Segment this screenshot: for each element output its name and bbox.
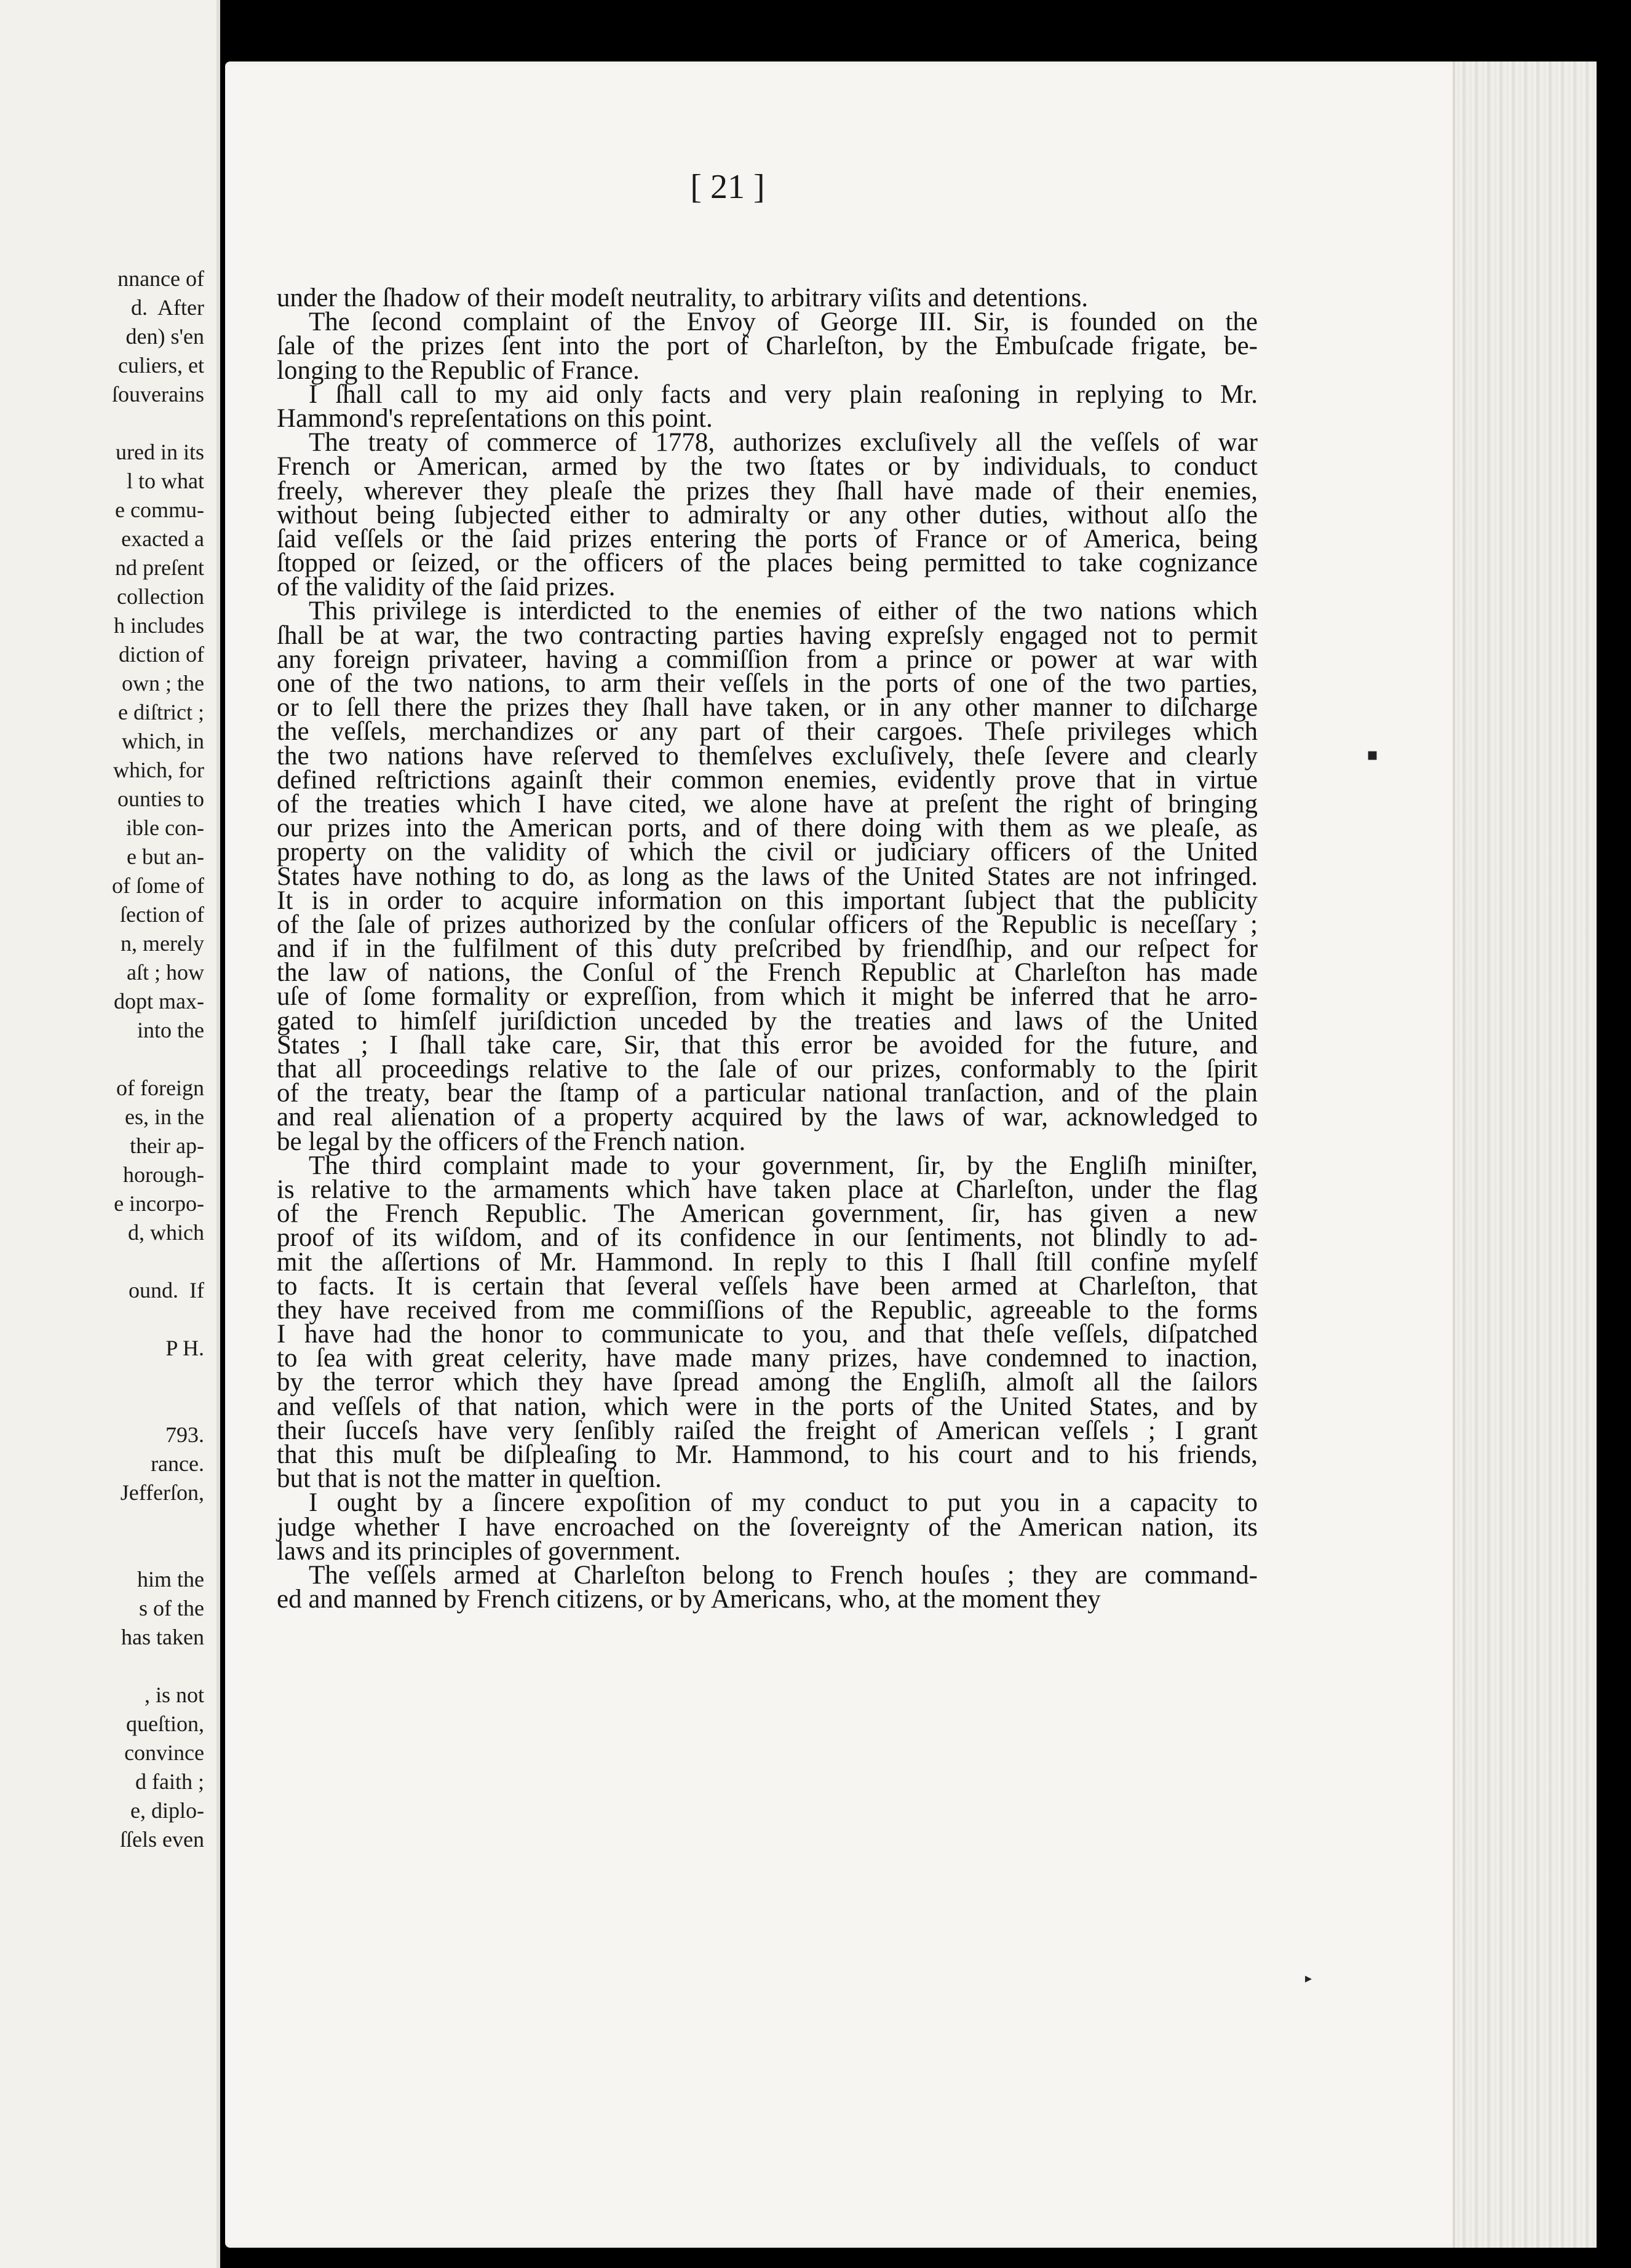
text-line: the law of nations, the Conſul of the French Republic at Charleſton has made <box>277 958 1258 988</box>
ink-mark-2: ▸ <box>1305 1971 1312 1986</box>
left-page-line: which, for <box>113 758 204 782</box>
text-line: is relative to the armaments which have taken place at Charleſton, under the flag <box>277 1175 1258 1204</box>
text-line: ſtopped or ſeized, or the officers of the places being permitted to take cognizance <box>277 549 1258 578</box>
left-page-text-fragments <box>112 264 204 1854</box>
text-line: that this muſt be diſpleaſing to Mr. Hammond, to his court and to his friends, <box>277 1440 1258 1469</box>
text-line: ed and manned by French citizens, or by Americans, who, at the moment they <box>277 1585 1101 1614</box>
text-line: It is in order to acquire information on this important ſubject that the publicity <box>277 886 1258 915</box>
left-page-line: ſection of <box>120 902 204 927</box>
left-page-line <box>112 409 204 438</box>
left-page-line: e but an- <box>127 844 204 869</box>
text-line: be legal by the officers of the French nation. <box>277 1127 746 1156</box>
left-page-line <box>112 1536 204 1565</box>
left-page-line: ound. If <box>129 1278 204 1303</box>
left-page-line: ured in its <box>116 440 204 464</box>
left-page-line: has taken <box>121 1625 204 1649</box>
left-page-line: queſtion, <box>126 1711 204 1736</box>
text-line: any foreign privateer, having a commiſſion from a prince or power at war with <box>277 644 1258 674</box>
text-line: and if in the fulfilment of this duty preſcribed by friendſhip, and our reſpect for <box>277 934 1258 964</box>
text-line: Hammond's repreſentations on this point. <box>277 403 713 433</box>
text-line: and veſſels of that nation, which were in the ports of the United States, and by <box>277 1392 1258 1421</box>
text-line: This privilege is interdicted to the enemies of either of the two nations which <box>309 597 1258 626</box>
left-page-line: diction of <box>119 642 204 667</box>
text-line: of the treaty, bear the ſtamp of a particular national tranſaction, and of the plain <box>277 1079 1258 1108</box>
text-line: of the ſale of prizes authorized by the conſular officers of the Republic is neceſſary ; <box>277 910 1258 939</box>
left-page-line <box>112 1363 204 1392</box>
left-page-line: Jefferſon, <box>120 1480 204 1505</box>
text-line: gated to himſelf juriſdiction unceded by the treaties and laws of the United <box>277 1006 1258 1036</box>
left-page-line <box>112 1652 204 1681</box>
text-line: The veſſels armed at Charleſton belong to French houſes ; they are command- <box>309 1560 1258 1590</box>
left-page-line <box>112 1392 204 1421</box>
text-line: mit the aſſertions of Mr. Hammond. In reply to this I ſhall ſtill confine myſelf <box>277 1247 1258 1277</box>
left-page-line: collection <box>117 584 204 609</box>
left-page-line: own ; the <box>122 671 204 696</box>
left-page-line: into the <box>137 1018 204 1042</box>
text-line: The treaty of commerce of 1778, authorizes excluſively all the veſſels of war <box>309 428 1258 458</box>
text-line: States have nothing to do, as long as the laws of the United States are not infringed. <box>277 862 1258 891</box>
text-line: freely, wherever they pleaſe the prizes they ſhall have made of their enemies, <box>277 476 1258 506</box>
text-line: judge whether I have encroached on the ſovereignty of the American nation, its <box>277 1512 1258 1542</box>
left-page-line: ſouverains <box>112 382 204 406</box>
text-line: I ought by a ſincere expoſition of my conduct to put you in a capacity to <box>309 1488 1258 1518</box>
left-page-line: e incorpo- <box>114 1191 204 1216</box>
left-page-line: ounties to <box>117 787 204 811</box>
left-page-line: convince <box>124 1740 204 1765</box>
text-line: I have had the honor to communicate to you, and that theſe veſſels, diſpatched <box>277 1320 1258 1349</box>
left-page-line: den) s'en <box>125 324 204 349</box>
left-page-line: d. After <box>131 295 204 320</box>
left-page-line: of foreign <box>116 1076 204 1100</box>
text-line: but that is not the matter in queſtion. <box>277 1464 662 1494</box>
text-line: of the French Republic. The American government, ſir, has given a new <box>277 1199 1258 1229</box>
ink-mark-1: ▪ <box>1367 744 1378 764</box>
left-page-line: ible con- <box>126 815 204 840</box>
left-page-line: P H. <box>165 1336 204 1360</box>
text-line: or to ſell there the prizes they ſhall have taken, or in any other manner to diſcharge <box>277 693 1258 723</box>
text-line: one of the two nations, to arm their veſſels in the ports of one of the two parties, <box>277 669 1258 698</box>
left-page-line <box>112 1247 204 1276</box>
left-page-line <box>112 1507 204 1536</box>
text-line: laws and its principles of government. <box>277 1536 681 1566</box>
left-page-line: culiers, et <box>118 353 204 378</box>
left-page-line: e commu- <box>115 498 204 522</box>
left-page-line: nd preſent <box>115 555 204 580</box>
text-line: of the validity of the ſaid prizes. <box>277 573 616 602</box>
text-line: the veſſels, merchandizes or any part of their cargoes. Theſe privileges which <box>277 717 1258 747</box>
left-page-line: rance. <box>151 1451 204 1476</box>
text-line: they have received from me commiſſions of the Republic, agreeable to the forms <box>277 1295 1258 1325</box>
text-line: ſhall be at war, the two contracting parties having expreſsly engaged not to permit <box>277 621 1258 650</box>
left-page-line: e, diplo- <box>130 1798 204 1823</box>
left-page-line <box>112 1305 204 1334</box>
left-page-line: 793. <box>165 1422 204 1447</box>
text-line: to ſea with great celerity, have made many prizes, have condemned to inaction, <box>277 1344 1258 1373</box>
text-line: uſe of ſome formality or expreſſion, from which it might be inferred that he arro- <box>277 982 1258 1012</box>
left-facing-page <box>0 0 220 2268</box>
text-line: that all proceedings relative to the ſale of our prizes, conformably to the ſpirit <box>277 1055 1258 1084</box>
text-line: ſaid veſſels or the ſaid prizes entering the ports of France or of America, being <box>277 524 1258 553</box>
text-line: their ſucceſs have very ſenſibly raiſed the freight of American veſſels ; I grant <box>277 1416 1258 1445</box>
left-page-line: n, merely <box>121 931 204 956</box>
left-page-line: , is not <box>144 1683 204 1707</box>
body-text <box>277 284 1258 1614</box>
text-line: I ſhall call to my aid only facts and very plain reaſoning in replying to Mr. <box>309 379 1258 409</box>
page-number: [ 21 ] <box>690 168 765 206</box>
left-page-line: which, in <box>122 729 204 753</box>
text-line: under the ſhadow of their modeſt neutrality, to arbitrary viſits and detentions. <box>277 284 1089 312</box>
left-page-line <box>112 1045 204 1074</box>
text-line: the two nations have reſerved to themſelves excluſively, theſe ſevere and clearly <box>277 741 1258 771</box>
left-page-line: h includes <box>114 613 204 638</box>
left-page-line: es, in the <box>125 1104 204 1129</box>
text-line: French or American, armed by the two ſtates or by individuals, to conduct <box>277 452 1258 482</box>
left-page-line: their ap- <box>130 1133 204 1158</box>
text-line: to facts. It is certain that ſeveral veſſels have been armed at Charleſton, that <box>277 1271 1258 1301</box>
left-page-line: s of the <box>139 1596 204 1620</box>
text-line: defined reſtrictions againſt their common enemies, evidently prove that in virtue <box>277 765 1258 795</box>
text-line: The ſecond complaint of the Envoy of George III. Sir, is founded on the <box>309 307 1258 337</box>
left-page-line: ſſels even <box>120 1827 204 1852</box>
text-line: and real alienation of a property acquired by the laws of war, acknowledged to <box>277 1103 1258 1132</box>
left-page-line: of ſome of <box>112 873 204 898</box>
text-line: by the terror which they have ſpread among the Engliſh, almoſt all the ſailors <box>277 1368 1258 1397</box>
text-line: our prizes into the American ports, and of there doing with them as we pleaſe, as <box>277 814 1258 843</box>
left-page-line: e diſtrict ; <box>118 700 204 724</box>
left-page-line: d, which <box>128 1220 204 1245</box>
left-page-line: dopt max- <box>114 989 204 1013</box>
left-page-line: aſt ; how <box>127 960 204 985</box>
text-line: of the treaties which I have cited, we alone have at preſent the right of bringing <box>277 789 1258 819</box>
left-page-line: horough- <box>123 1162 204 1187</box>
page-edge-stack <box>1453 61 1597 2248</box>
text-line: proof of its wiſdom, and of its confidence in our ſentiments, not blindly to ad- <box>277 1223 1258 1253</box>
left-page-line: d faith ; <box>135 1769 204 1794</box>
left-page-line: nnance of <box>117 266 204 291</box>
left-page-line: l to what <box>127 469 204 493</box>
text-line: property on the validity of which the civil or judiciary officers of the United <box>277 838 1258 867</box>
text-line: without being ſubjected either to admiralty or any other duties, without alſo the <box>277 500 1258 529</box>
text-line: States ; I ſhall take care, Sir, that this error be avoided for the future, and <box>277 1030 1258 1060</box>
left-page-line: him the <box>137 1567 204 1592</box>
text-line: ſale of the prizes ſent into the port of Charleſton, by the Embuſcade frigate, be- <box>277 331 1258 361</box>
text-line: longing to the Republic of France. <box>277 355 640 385</box>
text-line: The third complaint made to your government, ſir, by the Engliſh miniſter, <box>309 1151 1258 1180</box>
left-page-line: exacted a <box>121 526 204 551</box>
